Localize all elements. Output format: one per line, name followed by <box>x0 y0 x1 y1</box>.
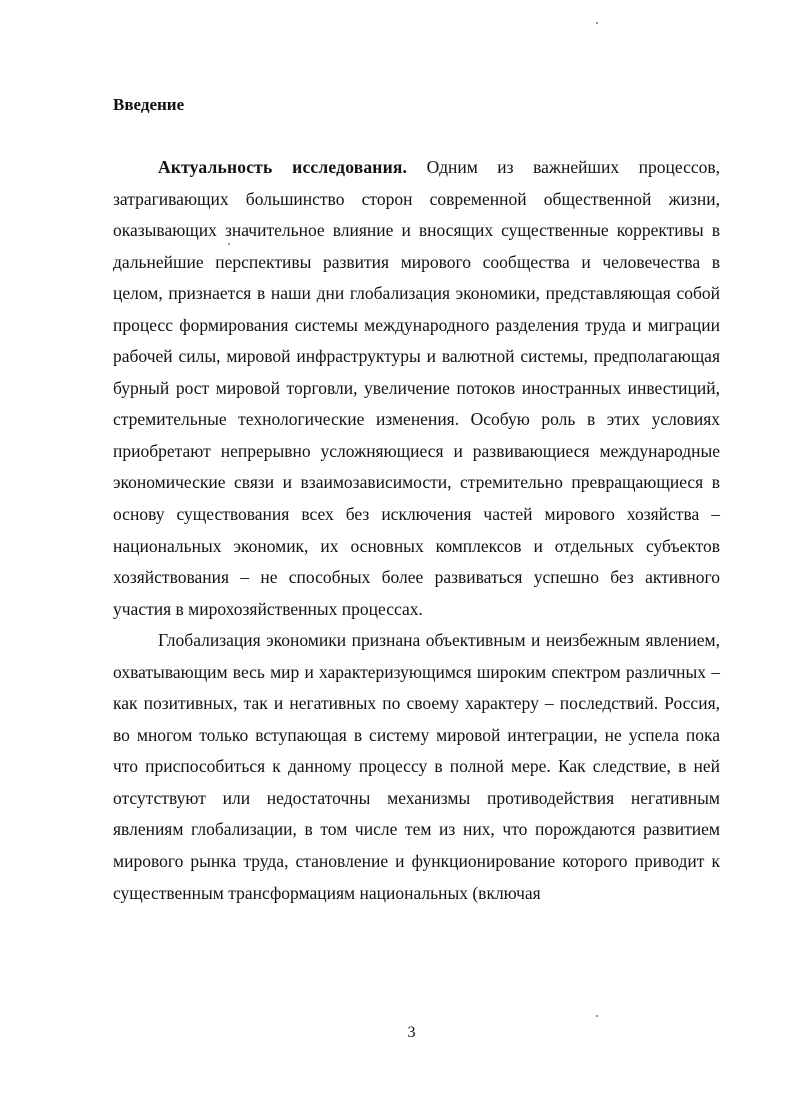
paragraph-text: Одним из важнейших процессов, затрагивающих большинство сторон современной общественной жизни, оказывающих значительное влияние и вносящих существенные коррективы в дальнейшие перспективы развития мирового сообщества и человечества в целом, признается в наши дни глобализация экономики, представляющая собой процесс формирования системы международного разделения труда и миграции рабочей силы, мировой инфраструктуры и валютной системы, предполагающая бурный рост мировой торговли, увеличение потоков иностранных инвестиций, стремительные технологические изменения. Особую роль в этих условиях приобретают непрерывно усложняющиеся и развивающиеся международные экономические связи и взаимозависимости, стремительно превращающиеся в основу существования всех без исключения частей мирового хозяйства – национальных экономик, их основных комплексов и отдельных субъектов хозяйствования – не способных более развиваться успешно без активного участия в мирохозяйственных процессах. <box>113 157 720 619</box>
paragraph-relevance <box>113 152 720 625</box>
body-text <box>113 152 720 909</box>
page-number: 3 <box>407 1024 416 1041</box>
section-heading: Введение <box>113 95 185 114</box>
scan-speck <box>228 243 230 245</box>
scan-speck <box>596 1015 598 1017</box>
paragraph-globalization <box>113 625 720 909</box>
scan-speck <box>596 22 598 24</box>
paragraph-lead-bold: Актуальность исследования. <box>158 157 408 177</box>
paragraph-text: Глобализация экономики признана объективным и неизбежным явлением, охватывающим весь мир и характеризующимся широким спектром различных – как позитивных, так и негативных по своему характеру – последствий. Россия, во многом только вступающая в систему мировой интеграции, не успела пока что приспособиться к данному процессу в полной мере. Как следствие, в ней отсутствуют или недостаточны механизмы противодействия негативным явлениям глобализации, в том числе тем из них, что порождаются развитием мирового рынка труда, становление и функционирование которого приводит к существенным трансформациям национальных (включая <box>113 630 720 903</box>
